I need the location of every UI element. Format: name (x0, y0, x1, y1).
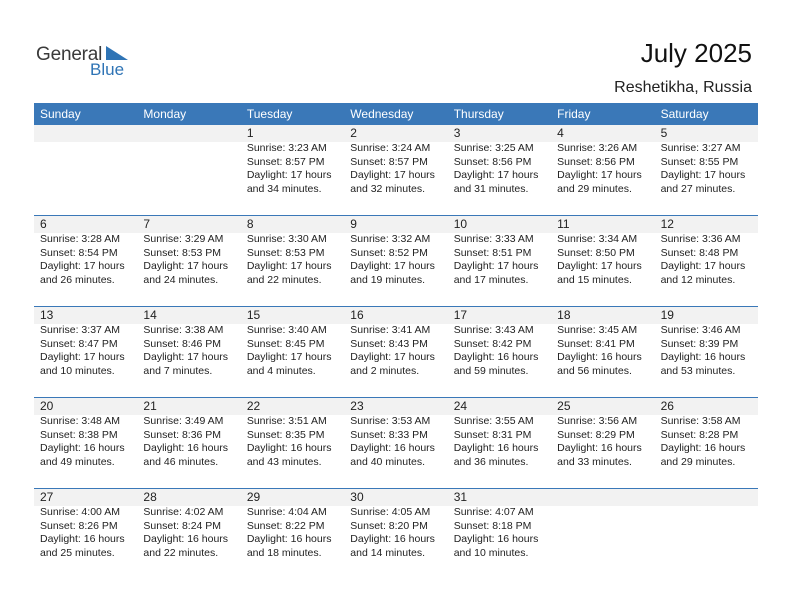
daylight-text: Daylight: 17 hours (143, 351, 229, 363)
day-cell (241, 216, 344, 306)
daylight-text: Daylight: 16 hours (143, 442, 229, 454)
day-number (557, 489, 654, 506)
sunrise-text: Sunrise: 3:51 AM (246, 415, 327, 427)
page-title: July 2025 (640, 38, 752, 68)
day-number (40, 125, 137, 142)
sunset-text: Sunset: 8:57 PM (350, 155, 428, 168)
sunrise-text: Sunrise: 3:48 AM (40, 415, 120, 427)
daylight-text: Daylight: 17 hours (660, 169, 746, 181)
sunset-text: Sunset: 8:36 PM (143, 428, 222, 441)
sunrise-text: Sunrise: 3:53 AM (350, 415, 431, 427)
sunrise-text: Sunrise: 3:36 AM (660, 233, 741, 245)
day-number: 4 (557, 126, 564, 140)
day-cell (344, 307, 447, 397)
daylight-minutes-text: and 26 minutes. (40, 273, 115, 286)
day-number: 25 (557, 399, 571, 413)
day-cell (137, 398, 240, 488)
sunset-text: Sunset: 8:39 PM (660, 337, 739, 350)
sunset-text: Sunset: 8:48 PM (660, 246, 739, 259)
sunset-text: Sunset: 8:24 PM (143, 519, 222, 532)
day-cell (448, 489, 551, 579)
day-cell (448, 307, 551, 397)
daylight-text: Daylight: 17 hours (350, 260, 435, 272)
sunrise-text: Sunrise: 3:28 AM (40, 233, 120, 245)
sunset-text: Sunset: 8:26 PM (40, 519, 118, 532)
daylight-text: Daylight: 16 hours (557, 351, 642, 363)
day-number: 19 (660, 308, 674, 322)
daylight-minutes-text: and 15 minutes. (557, 273, 632, 286)
daylight-text: Daylight: 16 hours (246, 442, 332, 454)
sunrise-text: Sunrise: 3:58 AM (660, 415, 741, 427)
daylight-minutes-text: and 12 minutes. (660, 273, 736, 286)
sunset-text: Sunset: 8:52 PM (350, 246, 428, 259)
daylight-minutes-text: and 17 minutes. (453, 273, 529, 286)
daylight-minutes-text: and 10 minutes. (40, 364, 115, 377)
daylight-text: Daylight: 17 hours (660, 260, 746, 272)
day-cell (137, 216, 240, 306)
sunset-text: Sunset: 8:56 PM (557, 155, 635, 168)
daylight-minutes-text: and 4 minutes. (246, 364, 316, 377)
weekday-tuesday: Tuesday (246, 107, 293, 121)
logo-text-general: General (36, 44, 103, 65)
daylight-minutes-text: and 19 minutes. (350, 273, 425, 286)
sunset-text: Sunset: 8:51 PM (453, 246, 532, 259)
day-cell (137, 125, 240, 215)
sunset-text: Sunset: 8:47 PM (40, 337, 118, 350)
daylight-text: Daylight: 17 hours (350, 169, 435, 181)
location-label: Reshetikha, Russia (614, 79, 752, 96)
day-number: 21 (143, 399, 157, 413)
daylight-minutes-text: and 29 minutes. (557, 182, 632, 195)
daylight-minutes-text: and 59 minutes. (453, 364, 529, 377)
daylight-text: Daylight: 16 hours (453, 442, 539, 454)
sunset-text: Sunset: 8:50 PM (557, 246, 635, 259)
sunset-text: Sunset: 8:31 PM (453, 428, 532, 441)
day-cell (655, 216, 758, 306)
sunrise-text: Sunrise: 3:33 AM (453, 233, 534, 245)
day-cell (655, 125, 758, 215)
daylight-text: Daylight: 16 hours (350, 533, 435, 545)
sunrise-text: Sunrise: 3:23 AM (246, 142, 327, 154)
daylight-text: Daylight: 17 hours (246, 260, 332, 272)
day-number: 2 (350, 126, 357, 140)
day-cell (551, 307, 654, 397)
sunset-text: Sunset: 8:28 PM (660, 428, 739, 441)
daylight-minutes-text: and 27 minutes. (660, 182, 736, 195)
day-cell (344, 125, 447, 215)
day-number: 8 (246, 217, 254, 231)
sunset-text: Sunset: 8:55 PM (660, 155, 739, 168)
day-cell (241, 398, 344, 488)
daylight-minutes-text: and 43 minutes. (246, 455, 322, 468)
daylight-text: Daylight: 16 hours (143, 533, 229, 545)
daylight-minutes-text: and 31 minutes. (453, 182, 529, 195)
day-number: 27 (40, 490, 54, 504)
day-number: 16 (350, 308, 364, 322)
sunrise-text: Sunrise: 3:40 AM (246, 324, 327, 336)
weekday-friday: Friday (557, 107, 591, 121)
week-row (34, 397, 758, 488)
day-number: 31 (453, 490, 468, 504)
day-cell (448, 125, 551, 215)
daylight-minutes-text: and 24 minutes. (143, 273, 219, 286)
week-row (34, 488, 758, 579)
day-number (143, 125, 240, 142)
day-number: 9 (350, 217, 357, 231)
daylight-text: Daylight: 17 hours (350, 351, 435, 363)
sunset-text: Sunset: 8:53 PM (143, 246, 222, 259)
sunset-text: Sunset: 8:45 PM (246, 337, 325, 350)
weekday-thursday: Thursday (453, 107, 504, 121)
day-number: 29 (246, 490, 261, 504)
daylight-text: Daylight: 17 hours (246, 351, 332, 363)
sunset-text: Sunset: 8:42 PM (453, 337, 532, 350)
day-cell (655, 489, 758, 579)
day-cell (241, 307, 344, 397)
day-number: 1 (246, 126, 254, 140)
daylight-text: Daylight: 16 hours (453, 533, 539, 545)
sunrise-text: Sunrise: 3:43 AM (453, 324, 534, 336)
daylight-text: Daylight: 17 hours (557, 260, 642, 272)
calendar (34, 103, 758, 579)
sunrise-text: Sunrise: 3:55 AM (453, 415, 534, 427)
sunrise-text: Sunrise: 3:49 AM (143, 415, 224, 427)
daylight-minutes-text: and 7 minutes. (143, 364, 213, 377)
daylight-text: Daylight: 16 hours (350, 442, 435, 454)
daylight-minutes-text: and 36 minutes. (453, 455, 529, 468)
daylight-minutes-text: and 18 minutes. (246, 546, 322, 559)
day-cell (551, 125, 654, 215)
sunset-text: Sunset: 8:20 PM (350, 519, 428, 532)
sunrise-text: Sunrise: 3:26 AM (557, 142, 638, 154)
sunrise-text: Sunrise: 3:46 AM (660, 324, 741, 336)
daylight-text: Daylight: 17 hours (453, 169, 539, 181)
sunset-text: Sunset: 8:56 PM (453, 155, 532, 168)
day-number: 15 (246, 308, 261, 322)
sunset-text: Sunset: 8:54 PM (40, 246, 118, 259)
daylight-text: Daylight: 17 hours (40, 260, 125, 272)
day-cell (344, 216, 447, 306)
weekday-sunday: Sunday (40, 107, 81, 121)
sunset-text: Sunset: 8:33 PM (350, 428, 428, 441)
week-row (34, 125, 758, 215)
daylight-minutes-text: and 32 minutes. (350, 182, 425, 195)
sunrise-text: Sunrise: 4:07 AM (453, 506, 534, 518)
day-cell (137, 307, 240, 397)
daylight-text: Daylight: 16 hours (557, 442, 642, 454)
week-row (34, 306, 758, 397)
day-cell (34, 216, 137, 306)
sunset-text: Sunset: 8:41 PM (557, 337, 635, 350)
day-number: 22 (246, 399, 261, 413)
daylight-minutes-text: and 34 minutes. (246, 182, 322, 195)
day-number (661, 489, 758, 506)
daylight-minutes-text: and 2 minutes. (350, 364, 420, 377)
sunrise-text: Sunrise: 3:30 AM (246, 233, 327, 245)
day-cell (551, 398, 654, 488)
sunrise-text: Sunrise: 4:02 AM (143, 506, 224, 518)
calendar-weeks (34, 125, 758, 579)
day-number: 30 (350, 490, 364, 504)
day-number: 17 (453, 308, 468, 322)
day-number: 13 (40, 308, 54, 322)
daylight-minutes-text: and 33 minutes. (557, 455, 632, 468)
sunset-text: Sunset: 8:53 PM (246, 246, 325, 259)
day-cell (34, 307, 137, 397)
sunset-text: Sunset: 8:22 PM (246, 519, 325, 532)
day-cell (344, 489, 447, 579)
day-number: 5 (660, 126, 668, 140)
weekday-saturday: Saturday (660, 107, 709, 121)
day-cell (34, 125, 137, 215)
day-cell (655, 307, 758, 397)
day-cell (551, 216, 654, 306)
day-cell (34, 489, 137, 579)
daylight-text: Daylight: 17 hours (143, 260, 229, 272)
daylight-minutes-text: and 46 minutes. (143, 455, 219, 468)
sunrise-text: Sunrise: 3:41 AM (350, 324, 431, 336)
logo-text-blue: Blue (90, 60, 125, 79)
sunset-text: Sunset: 8:43 PM (350, 337, 428, 350)
daylight-text: Daylight: 16 hours (453, 351, 539, 363)
daylight-minutes-text: and 29 minutes. (660, 455, 736, 468)
sunrise-text: Sunrise: 3:38 AM (143, 324, 224, 336)
sunset-text: Sunset: 8:18 PM (453, 519, 532, 532)
day-cell (655, 398, 758, 488)
sunrise-text: Sunrise: 3:29 AM (143, 233, 224, 245)
daylight-minutes-text: and 25 minutes. (40, 546, 115, 559)
sunrise-text: Sunrise: 3:56 AM (557, 415, 638, 427)
day-number: 12 (660, 217, 674, 231)
weekday-monday: Monday (143, 107, 187, 121)
sunset-text: Sunset: 8:38 PM (40, 428, 118, 441)
day-cell (344, 398, 447, 488)
daylight-text: Daylight: 16 hours (660, 442, 746, 454)
sunrise-text: Sunrise: 4:00 AM (40, 506, 120, 518)
daylight-minutes-text: and 53 minutes. (660, 364, 736, 377)
sunrise-text: Sunrise: 3:25 AM (453, 142, 534, 154)
day-number: 7 (143, 217, 151, 231)
sunrise-text: Sunrise: 4:04 AM (246, 506, 327, 518)
logo (36, 40, 146, 84)
sunset-text: Sunset: 8:35 PM (246, 428, 325, 441)
sunrise-text: Sunrise: 3:27 AM (660, 142, 741, 154)
daylight-minutes-text: and 40 minutes. (350, 455, 425, 468)
sunset-text: Sunset: 8:46 PM (143, 337, 222, 350)
sunrise-text: Sunrise: 3:34 AM (557, 233, 638, 245)
daylight-text: Daylight: 17 hours (453, 260, 539, 272)
weekday-header (34, 103, 758, 125)
sunset-text: Sunset: 8:57 PM (246, 155, 325, 168)
day-cell (448, 398, 551, 488)
day-cell (137, 489, 240, 579)
sunset-text: Sunset: 8:29 PM (557, 428, 635, 441)
sunrise-text: Sunrise: 4:05 AM (350, 506, 431, 518)
sunrise-text: Sunrise: 3:32 AM (350, 233, 431, 245)
daylight-minutes-text: and 14 minutes. (350, 546, 425, 559)
sunrise-text: Sunrise: 3:45 AM (557, 324, 638, 336)
daylight-text: Daylight: 16 hours (40, 442, 125, 454)
daylight-minutes-text: and 22 minutes. (246, 273, 322, 286)
day-number: 14 (143, 308, 157, 322)
daylight-minutes-text: and 49 minutes. (40, 455, 115, 468)
day-cell (241, 489, 344, 579)
day-number: 24 (453, 399, 468, 413)
daylight-minutes-text: and 22 minutes. (143, 546, 219, 559)
day-cell (241, 125, 344, 215)
daylight-text: Daylight: 17 hours (557, 169, 642, 181)
day-cell (34, 398, 137, 488)
day-number: 3 (453, 126, 461, 140)
day-cell (448, 216, 551, 306)
sunrise-text: Sunrise: 3:24 AM (350, 142, 431, 154)
day-number: 28 (143, 490, 157, 504)
week-row (34, 215, 758, 306)
daylight-text: Daylight: 16 hours (246, 533, 332, 545)
day-number: 26 (660, 399, 674, 413)
daylight-text: Daylight: 16 hours (660, 351, 746, 363)
daylight-minutes-text: and 10 minutes. (453, 546, 529, 559)
day-number: 6 (40, 217, 47, 231)
day-number: 11 (557, 217, 570, 231)
daylight-text: Daylight: 17 hours (246, 169, 332, 181)
daylight-minutes-text: and 56 minutes. (557, 364, 632, 377)
sunrise-text: Sunrise: 3:37 AM (40, 324, 120, 336)
day-number: 18 (557, 308, 571, 322)
day-number: 10 (453, 217, 468, 231)
day-cell (551, 489, 654, 579)
daylight-text: Daylight: 17 hours (40, 351, 125, 363)
day-number: 20 (40, 399, 54, 413)
weekday-wednesday: Wednesday (350, 107, 414, 121)
daylight-text: Daylight: 16 hours (40, 533, 125, 545)
day-number: 23 (350, 399, 364, 413)
